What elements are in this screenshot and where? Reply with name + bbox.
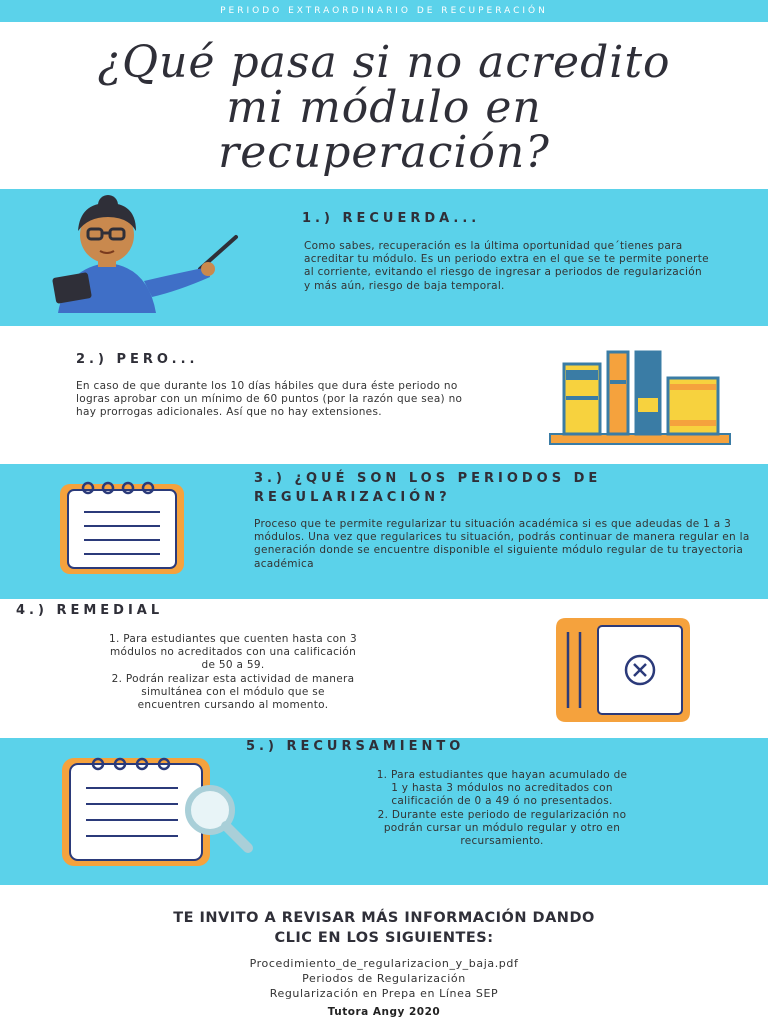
section-5-list — [376, 769, 628, 848]
link-regularizacion-prepa-en-linea[interactable]: Regularización en Prepa en Línea SEP — [269, 987, 499, 1000]
section-3-title-line-2: REGULARIZACIÓN? — [254, 490, 451, 505]
section-4-item-2: 2. Podrán realizar esta actividad de manera simultánea con el módulo que se encuentren cursando al momento. — [111, 672, 355, 712]
footer-heading-line-2: CLIC EN LOS SIGUIENTES: — [274, 930, 494, 946]
books-icon — [548, 350, 732, 446]
section-5-item-1: 1. Para estudiantes que hayan acumulado de 1 y hasta 3 módulos no acreditados con calificación de 0 a 49 ó no presentados. — [376, 769, 628, 808]
top-banner: PERIODO EXTRAORDINARIO DE RECUPERACIÓN — [0, 0, 768, 22]
section-2-body: En caso de que durante los 10 días hábiles que dura éste periodo no logras aprobar con un mínimo de 60 puntos (por la razón que sea) no hay prorrogas adicionales. Así que no hay extensiones. — [76, 380, 463, 419]
title-line-3: recuperación? — [218, 127, 550, 178]
signature: Tutora Angy 2020 — [327, 1006, 441, 1018]
footer-heading — [0, 908, 768, 948]
section-5-title: 5.) RECURSAMIENTO — [246, 739, 465, 754]
section-1-title: 1.) RECUERDA... — [302, 211, 481, 226]
section-4-title: 4.) REMEDIAL — [16, 603, 164, 618]
teacher-illustration-icon — [48, 195, 248, 320]
eraser-icon — [548, 612, 696, 728]
title-line-1: ¿Qué pasa si no acredito — [97, 37, 671, 88]
section-3-title-line-1: 3.) ¿QUÉ SON LOS PERIODOS DE — [254, 471, 602, 486]
resource-links — [0, 956, 768, 1001]
link-periodos-regularizacion[interactable]: Periodos de Regularización — [302, 972, 466, 985]
page-title — [0, 37, 768, 178]
section-4-item-1: 1. Para estudiantes que cuenten hasta con 3 módulos no acreditados con una calificación de 50 a 59. — [109, 633, 357, 672]
notepad-icon — [56, 478, 188, 578]
section-1-body: Como sabes, recuperación es la última oportunidad que´tienes para acreditar tu módulo. Es un periodo extra en el que se te permite ponerte al corriente, evitando el riesgo de ingresar a periodos de regularización y más aún, riesgo de baja temporal. — [304, 240, 709, 292]
section-3-title — [254, 469, 601, 507]
section-2-title: 2.) PERO... — [76, 352, 199, 367]
notepad-magnifier-icon — [58, 754, 258, 868]
section-5-item-2: 2. Durante este periodo de regularización no podrán cursar un módulo regular y otro en recursamiento. — [377, 808, 627, 848]
title-line-2: mi módulo en — [226, 82, 542, 133]
link-procedimiento-pdf[interactable]: Procedimiento_de_regularizacion_y_baja.pdf — [249, 957, 519, 970]
section-4-list — [108, 633, 358, 712]
section-3-body: Proceso que te permite regularizar tu situación académica si es que adeudas de 1 a 3 módulos. Una vez que regularices tu situación, podrás continuar de manera regular en la generación donde se encuentre disponible el siguiente módulo regular de tu trayectoria académica — [254, 518, 750, 570]
footer-heading-line-1: TE INVITO A REVISAR MÁS INFORMACIÓN DANDO — [173, 910, 595, 926]
